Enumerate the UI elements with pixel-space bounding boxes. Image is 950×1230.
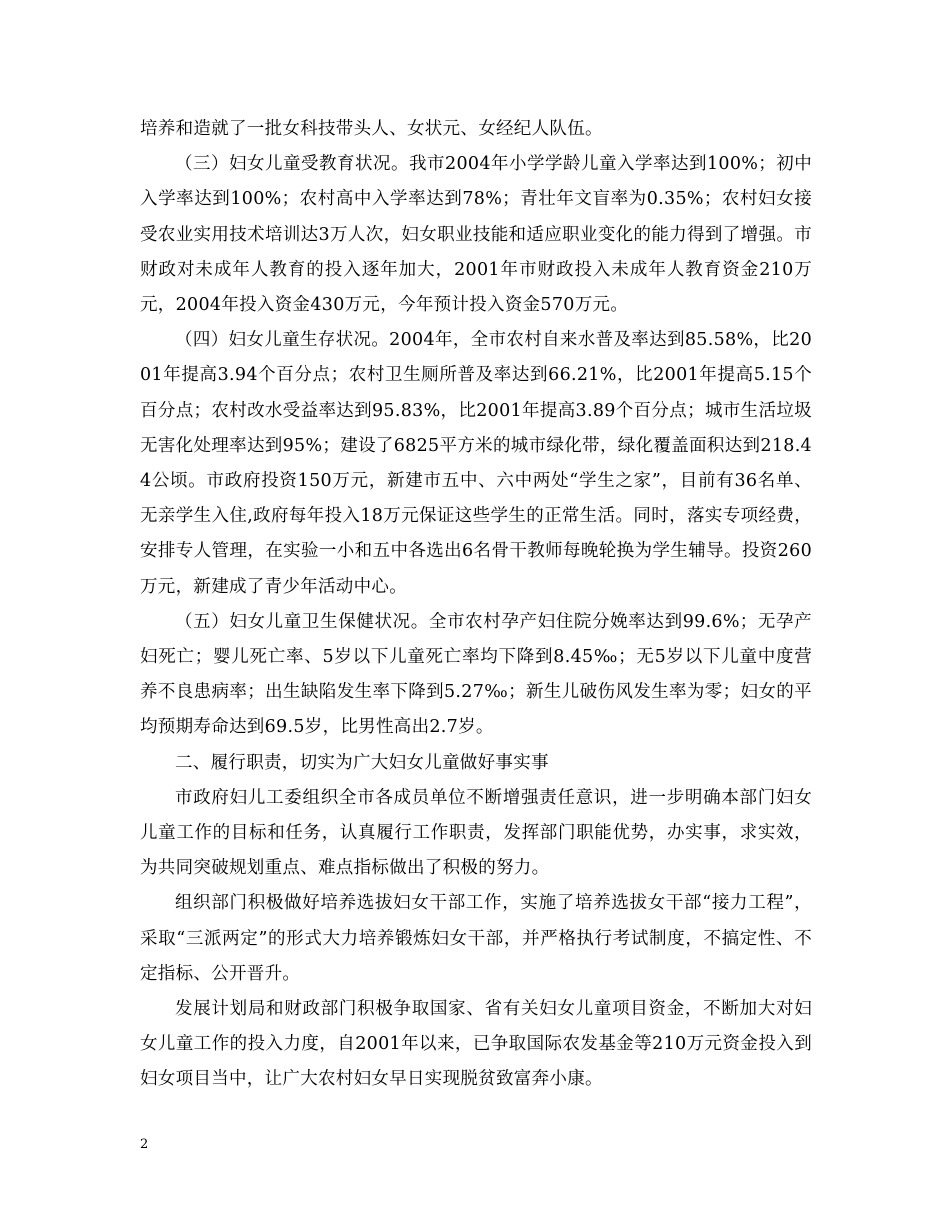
page-number: 2 <box>140 1137 149 1152</box>
paragraph: 发展计划局和财政部门积极争取国家、省有关妇女儿童项目资金，不断加大对妇女儿童工作的投入力度，自2001年以来，已争取国际农发基金等210万元资金投入到妇女项目当中，让广大农村妇女早日实现脱贫致富奔小康。 <box>140 999 812 1090</box>
paragraph: （三）妇女儿童受教育状况。我市2004年小学学龄儿童入学率达到100%；初中入学率达到100%；农村高中入学率达到78%；青壮年文盲率为0.35%；农村妇女接受农业实用技术培训达3万人次，妇女职业技能和适应职业变化的能力得到了增强。市财政对未成年人教育的投入逐年加大，2001年市财政投入未成年人教育资金210万元，2004年投入资金430万元，今年预计投入资金570万元。 <box>140 154 812 316</box>
paragraph: （四）妇女儿童生存状况。2004年，全市农村自来水普及率达到85.58%，比2001年提高3.94个百分点；农村卫生厕所普及率达到66.21%，比2001年提高5.15个百分点；农村改水受益率达到95.83%，比2001年提高3.89个百分点；城市生活垃圾无害化处理率达到95%；建设了6825平方米的城市绿化带，绿化覆盖面积达到218.44公顷。市政府投资150万元，新建市五中、六中两处“学生之家”，目前有36名单、无亲学生入住,政府每年投入18万元保证这些学生的正常生活。同时，落实专项经费，安排专人管理，在实验一小和五中各选出6名骨干教师每晚轮换为学生辅导。投资260万元，新建成了青少年活动中心。 <box>140 330 812 597</box>
document-body <box>140 112 812 1098</box>
section-heading: 二、履行职责，切实为广大妇女儿童做好事实事 <box>175 752 549 773</box>
paragraph: 培养和造就了一批女科技带头人、女状元、女经纪人队伍。 <box>140 119 603 139</box>
paragraph: （五）妇女儿童卫生保健状况。全市农村孕产妇住院分娩率达到99.6%；无孕产妇死亡；婴儿死亡率、5岁以下儿童死亡率均下降到8.45‰；无5岁以下儿童中度营养不良患病率；出生缺陷发生率下降到5.27‰；新生儿破伤风发生率为零；妇女的平均预期寿命达到69.5岁，比男性高出2.7岁。 <box>140 611 812 738</box>
paragraph: 组织部门积极做好培养选拔妇女干部工作，实施了培养选拔女干部“接力工程”，采取“三派两定”的形式大力培养锻炼妇女干部，并严格执行考试制度，不搞定性、不定指标、公开晋升。 <box>140 893 812 984</box>
paragraph: 市政府妇儿工委组织全市各成员单位不断增强责任意识，进一步明确本部门妇女儿童工作的目标和任务，认真履行工作职责，发挥部门职能优势，办实事，求实效，为共同突破规划重点、难点指标做出了积极的努力。 <box>140 787 812 879</box>
